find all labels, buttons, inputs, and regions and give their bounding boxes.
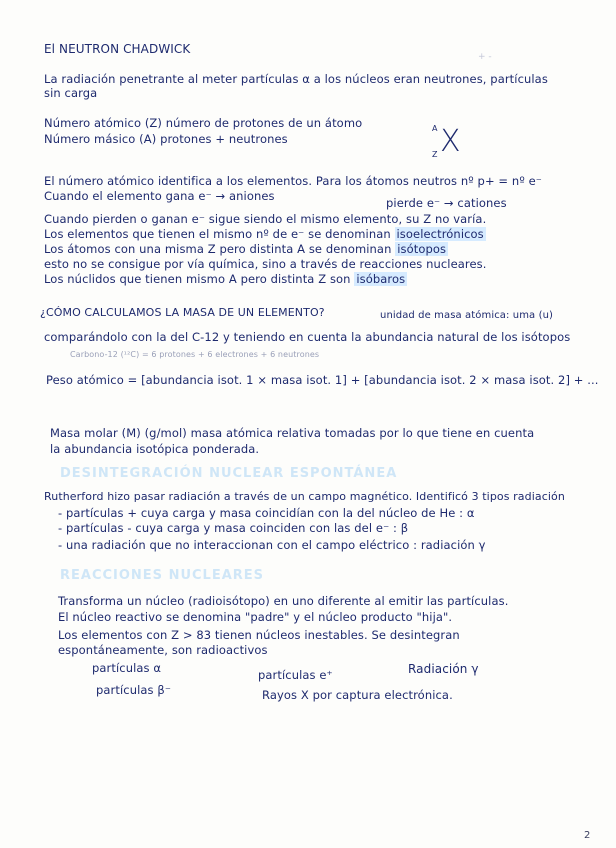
formula-line: Peso atómico = [abundancia isot. 1 × masa isot. 1] + [abundancia isot. 2 × masa isot. 2] + ...	[46, 373, 599, 387]
text-line: La radiación penetrante al meter partículas α a los núcleos eran neutrones, partículas	[44, 72, 548, 86]
section-heading: DESINTEGRACIÓN NUCLEAR ESPONTÁNEA	[60, 466, 398, 481]
list-item: - una radiación que no interaccionan con el campo eléctrico : radiación γ	[58, 538, 486, 552]
section-heading: REACCIONES NUCLEARES	[60, 568, 265, 583]
text-line: El núcleo reactivo se denomina "padre" y el núcleo producto "hija".	[58, 610, 453, 624]
text-line: El número atómico identifica a los elementos. Para los átomos neutros nº p+ = nº e⁻	[44, 174, 542, 188]
text-line: Cuando pierden o ganan e⁻ sigue siendo el mismo elemento, su Z no varía.	[44, 212, 487, 226]
text-line: Transforma un núcleo (radioisótopo) en uno diferente al emitir las partículas.	[58, 594, 509, 608]
list-item: - partículas - cuya carga y masa coinciden con las del e⁻ : β	[58, 521, 409, 535]
text-fragment: Los elementos que tienen el mismo nº de e⁻ se denominan	[44, 227, 391, 241]
page-title: El NEUTRON CHADWICK	[44, 42, 191, 56]
text-line: partículas α	[92, 661, 162, 675]
atomic-number-label: Z	[432, 150, 438, 159]
text-line: partículas e⁺	[258, 668, 333, 682]
text-line: espontáneamente, son radioactivos	[58, 643, 268, 657]
section-question: ¿CÓMO CALCULAMOS LA MASA DE UN ELEMENTO?	[40, 306, 325, 319]
text-fragment: Los átomos con una misma Z pero distinta A se denominan	[44, 242, 392, 256]
text-line: comparándolo con la del C-12 y teniendo en cuenta la abundancia natural de los isótopos	[44, 330, 571, 344]
faint-note: Carbono-12 (¹²C) = 6 protones + 6 electrones + 6 neutrones	[70, 350, 320, 359]
text-line: pierde e⁻ → cationes	[386, 196, 507, 210]
mass-number-label: A	[432, 124, 438, 133]
text-line	[44, 272, 407, 286]
page-number: 2	[584, 830, 591, 841]
text-line: Cuando el elemento gana e⁻ → aniones	[44, 189, 275, 203]
text-line	[44, 242, 448, 256]
text-line	[44, 227, 486, 241]
text-line: Los elementos con Z > 83 tienen núcleos inestables. Se desintegran	[58, 628, 460, 642]
text-line: Radiación γ	[408, 662, 479, 676]
text-line: esto no se consigue por vía química, sino a través de reacciones nucleares.	[44, 257, 487, 271]
text-line: la abundancia isotópica ponderada.	[50, 442, 260, 456]
text-line: unidad de masa atómica: uma (u)	[380, 310, 554, 321]
highlighted-term: isoelectrónicos	[396, 227, 484, 241]
text-line: Rutherford hizo pasar radiación a través de un campo magnético. Identificó 3 tipos radiación	[44, 490, 565, 503]
text-line: Número másico (A) protones + neutrones	[44, 132, 288, 146]
text-line: Número atómico (Z) número de protones de un átomo	[44, 116, 363, 130]
list-item: - partículas + cuya carga y masa coincidían con la del núcleo de He : α	[58, 506, 475, 520]
text-line: Masa molar (M) (g/mol) masa atómica relativa tomadas por lo que tiene en cuenta	[50, 426, 535, 440]
text-line: partículas β⁻	[96, 683, 171, 697]
text-line: Rayos X por captura electrónica.	[262, 688, 453, 702]
highlighted-term: isóbaros	[356, 272, 406, 286]
highlighted-term: isótopos	[397, 242, 447, 256]
corner-mark: + -	[478, 52, 492, 62]
text-fragment: Los núclidos que tienen mismo A pero distinta Z son	[44, 272, 351, 286]
text-line: sin carga	[44, 86, 98, 100]
element-symbol: X	[440, 124, 461, 159]
